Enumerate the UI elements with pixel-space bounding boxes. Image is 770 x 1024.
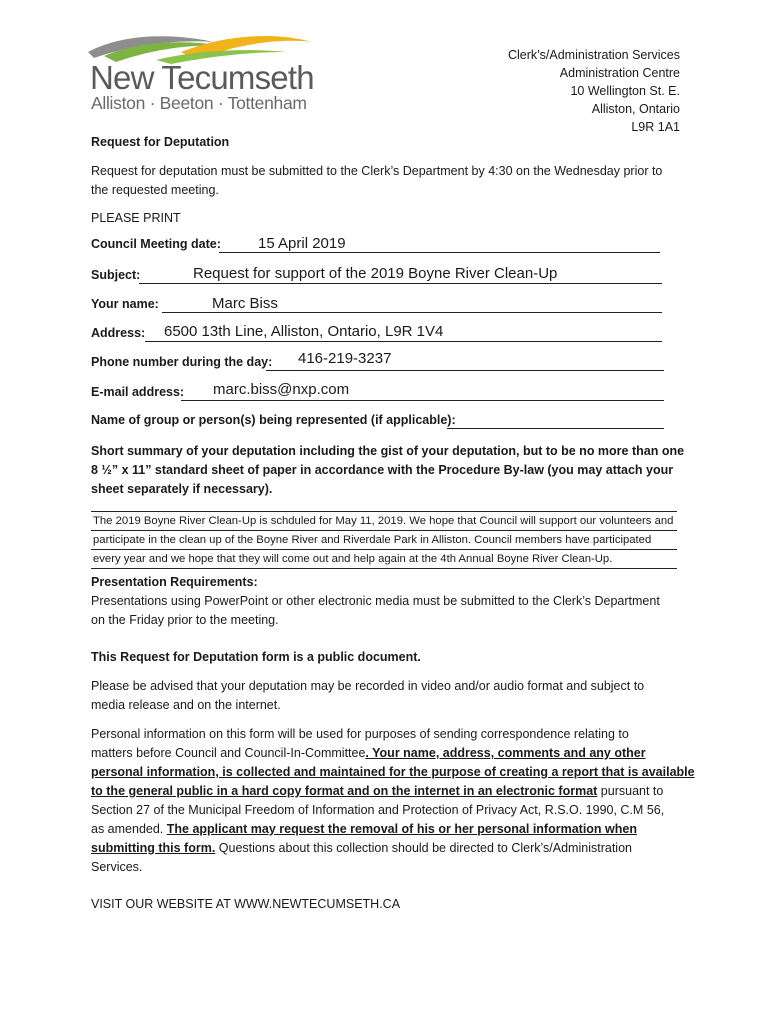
privacy-line xyxy=(91,744,691,763)
meeting-date-row xyxy=(91,237,221,251)
privacy-line xyxy=(91,782,691,801)
office-line: Alliston, Ontario xyxy=(591,102,680,116)
summary-text-line[interactable]: every year and we hope that they will come out and help again at the 4th Annual Boyne River Clean-Up. xyxy=(93,553,613,565)
privacy-line: Personal information on this form will be used for purposes of sending correspondence relating to xyxy=(91,727,629,741)
name-field[interactable]: Marc Biss xyxy=(212,295,278,312)
name-line xyxy=(162,312,662,313)
address-label: Address: xyxy=(91,326,146,340)
privacy-line xyxy=(91,839,691,858)
address-row xyxy=(91,326,145,340)
name-row xyxy=(91,297,159,311)
summary-rule xyxy=(91,549,677,550)
office-line: Clerk’s/Administration Services xyxy=(507,48,680,62)
meeting-date-field[interactable]: 15 April 2019 xyxy=(258,235,346,252)
presentation-line: Presentations using PowerPoint or other electronic media must be submitted to the Clerk’s Department xyxy=(91,594,660,608)
privacy-emphasis-line: personal information, is collected and maintained for the purpose of creating a report that is available xyxy=(91,765,695,779)
group-line xyxy=(447,428,664,429)
summary-rule xyxy=(91,530,677,531)
public-document-notice: This Request for Deputation form is a public document. xyxy=(91,650,421,664)
email-row xyxy=(91,385,184,399)
summary-heading-line: 8 ½” x 11” standard sheet of paper in accordance with the Procedure By-law (you may attach your xyxy=(91,463,674,477)
address-line xyxy=(145,341,662,342)
privacy-text: as amended. xyxy=(91,822,167,836)
summary-heading-line: sheet separately if necessary). xyxy=(91,482,273,496)
meeting-date-label: Council Meeting date: xyxy=(91,237,221,251)
summary-rule xyxy=(91,568,677,569)
subject-field[interactable]: Request for support of the 2019 Boyne River Clean-Up xyxy=(193,265,558,282)
summary-rule xyxy=(91,511,677,512)
phone-label: Phone number during the day: xyxy=(91,355,273,369)
website-link[interactable]: VISIT OUR WEBSITE AT WWW.NEWTECUMSETH.CA xyxy=(91,897,401,911)
phone-row xyxy=(91,355,272,369)
privacy-line xyxy=(91,820,691,839)
privacy-text: pursuant to xyxy=(597,784,664,798)
name-label: Your name: xyxy=(91,297,159,311)
presentation-heading: Presentation Requirements: xyxy=(91,575,258,589)
privacy-line: Services. xyxy=(91,860,143,874)
please-print: PLEASE PRINT xyxy=(91,211,181,225)
presentation-line: on the Friday prior to the meeting. xyxy=(91,613,279,627)
advised-line: Please be advised that your deputation may be recorded in video and/or audio format and subject to xyxy=(91,679,645,693)
advised-line: media release and on the internet. xyxy=(91,698,281,712)
subject-line xyxy=(139,283,662,284)
summary-heading-line: Short summary of your deputation including the gist of your deputation, but to be no more than one xyxy=(91,444,685,458)
group-row xyxy=(91,413,456,427)
privacy-text: Questions about this collection should be directed to Clerk’s/Administration xyxy=(215,841,632,855)
privacy-line: Section 27 of the Municipal Freedom of Information and Protection of Privacy Act, R.S.O. 1990, C.M 56, xyxy=(91,803,665,817)
email-line xyxy=(181,400,664,401)
privacy-emphasis: The applicant may request the removal of his or her personal information when xyxy=(166,822,637,836)
office-address xyxy=(508,46,680,136)
form-title: Request for Deputation xyxy=(91,135,230,149)
subject-label: Subject: xyxy=(91,268,141,282)
privacy-emphasis: . Your name, address, comments and any other xyxy=(365,746,646,760)
summary-text-line[interactable]: The 2019 Boyne River Clean-Up is schduled for May 11, 2019. We hope that Council will support our volunteers and xyxy=(93,515,674,527)
office-line: Administration Centre xyxy=(559,66,680,80)
phone-field[interactable]: 416-219-3237 xyxy=(298,350,392,367)
summary-text-line[interactable]: participate in the clean up of the Boyne River and Riverdale Park in Alliston. Council members have participated xyxy=(93,534,652,546)
email-field[interactable]: marc.biss@nxp.com xyxy=(213,381,350,398)
privacy-emphasis: to the general public in a hard copy format and on the internet in an electronic format xyxy=(91,784,598,798)
phone-line xyxy=(266,370,664,371)
address-field[interactable]: 6500 13th Line, Alliston, Ontario, L9R 1V4 xyxy=(164,323,444,340)
privacy-text: matters before Council and Council-In-Committee xyxy=(91,746,366,760)
intro-line: the requested meeting. xyxy=(91,183,219,197)
intro-line: Request for deputation must be submitted to the Clerk’s Department by 4:30 on the Wednesday prior to xyxy=(91,164,663,178)
privacy-emphasis: submitting this form. xyxy=(91,841,216,855)
town-logo xyxy=(86,30,316,116)
meeting-date-line xyxy=(219,252,660,253)
office-line: L9R 1A1 xyxy=(631,120,680,134)
group-label: Name of group or person(s) being represented (if applicable): xyxy=(91,413,456,427)
logo-subtitle: Alliston · Beeton · Tottenham xyxy=(91,93,307,113)
office-line: 10 Wellington St. E. xyxy=(570,84,680,98)
email-label: E-mail address: xyxy=(91,385,185,399)
logo-name: New Tecumseth xyxy=(90,59,314,96)
subject-row xyxy=(91,268,140,282)
